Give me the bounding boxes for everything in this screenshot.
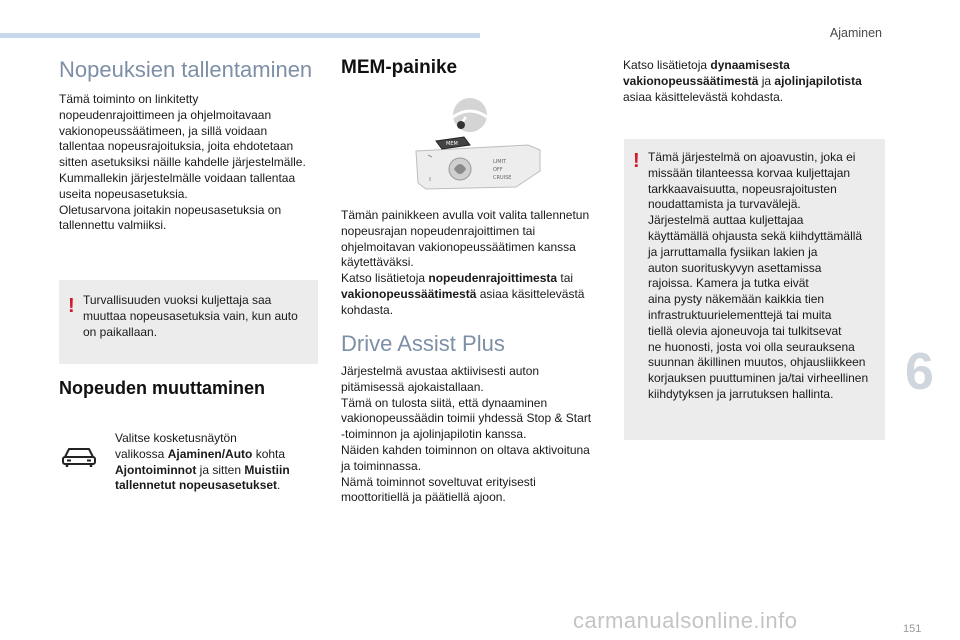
col2-body <box>341 208 611 319</box>
ref-cruise-control: vakionopeussäätimestä <box>341 286 477 301</box>
car-icon <box>61 446 97 468</box>
body-line: Tämän painikkeen avulla voit valita tallennetun <box>341 208 590 222</box>
body-line: sitten asetuksiksi näille kahdelle järjestelmälle. <box>59 155 306 170</box>
warning-line: missään tilanteessa korvaa kuljettajan <box>648 165 851 180</box>
body-line: tallentaa nopeusrajoituksia, joita ehdotetaan <box>59 139 294 154</box>
body-line: vakionopeussäätimeen, ja sillä voidaan <box>59 123 268 138</box>
body-line: moottoritiellä ja päätiellä ajoon. <box>341 490 506 505</box>
body-line: Tämä toiminto on linkitetty <box>59 92 199 106</box>
off-label: OFF <box>493 167 503 173</box>
warning-exclamation-icon: ! <box>633 150 640 172</box>
ref-speed-limiter: nopeudenrajoittimesta <box>428 271 558 286</box>
warning-line: rajoissa. Kamera ja tutka eivät <box>648 276 809 291</box>
warning-box-drive-assist <box>624 139 885 440</box>
instruction-line-4 <box>115 478 315 494</box>
heading-mem-button-wrap <box>341 58 606 79</box>
instruction-fragment: . <box>277 478 281 493</box>
instruction-line-2 <box>115 447 315 463</box>
ref-fragment: asiaa käsittelevästä <box>476 286 585 301</box>
instruction-fragment: / <box>221 446 226 461</box>
heading-change-speed-wrap <box>59 379 324 399</box>
heading-mem-button: MEM-painike <box>341 57 458 78</box>
warning-exclamation-icon: ! <box>68 295 75 317</box>
body-line: pitämisessä ajokaistallaan. <box>341 379 484 394</box>
body-line: Kummallekin järjestelmälle voidaan tallentaa <box>59 170 296 185</box>
section-title: Ajaminen <box>829 26 882 40</box>
ref-line <box>341 271 611 287</box>
ref-line <box>623 74 893 90</box>
warning-line: korjauksen puuttuminen ja/tai virheellinen <box>648 371 869 386</box>
col3-ref <box>623 58 893 105</box>
body-line: Näiden kahden toiminnon on oltava aktivoituna <box>341 442 590 457</box>
menu-name-vehicle: Auto <box>225 446 253 461</box>
col1-body <box>59 92 324 234</box>
heading-drive-assist-wrap <box>341 332 611 356</box>
menu-name-memorised-speeds-cont: tallennetut nopeusasetukset <box>115 478 278 493</box>
mem-button-illustration <box>408 95 548 195</box>
ref-fragment: Katso lisätietoja <box>341 271 429 286</box>
cruise-label: CRUISE <box>493 175 512 181</box>
body-line: Järjestelmä avustaa aktiivisesti auton <box>341 364 540 378</box>
header-rule <box>0 33 480 38</box>
watermark: carmanualsonline.info <box>573 608 798 633</box>
body-line: Tämä on tulosta siitä, että dynaaminen <box>341 395 548 410</box>
ref-dynamic: dynaamisesta <box>710 58 790 72</box>
warning-line: Tämä järjestelmä on ajoavustin, joka ei <box>648 150 856 164</box>
ref-cruise-control: vakionopeussäätimestä <box>623 73 759 88</box>
warning-line: noudattamista ja turvavälejä. <box>648 197 801 212</box>
warning-line: tarkkaavaisuutta, nopeusrajoitusten <box>648 181 837 196</box>
warning-line: kiihdytyksen ja jarrutuksen hallinta. <box>648 386 834 401</box>
instruction-fragment: ja sitten <box>196 462 245 477</box>
body-line: useita nopeusasetuksia. <box>59 186 188 201</box>
ref-fragment: tai <box>557 271 574 286</box>
warning-line: ne huonosti, josta voi olla seurauksena <box>648 339 855 354</box>
instruction-line-1: Valitse kosketusnäytön <box>115 431 237 445</box>
limit-label: LIMIT <box>493 159 507 165</box>
warning-line: auton suorituskyvyn asettamissa <box>648 260 822 275</box>
warning-line: aina pysty näkemään kaikkia tien <box>648 292 825 307</box>
col2-body2 <box>341 364 611 506</box>
warning-line: Turvallisuuden vuoksi kuljettaja saa <box>83 293 272 307</box>
instruction-line-3 <box>115 463 315 479</box>
body-line: nopeusrajan nopeudenrajoittimen tai <box>341 223 536 238</box>
ref-line <box>623 58 893 74</box>
ref-line: kohdasta. <box>341 302 394 317</box>
mem-label: MEM <box>446 141 458 147</box>
instruction-fragment: valikossa <box>115 446 168 461</box>
warning-line: ja jarruttamalla fysiikan lakien ja <box>648 244 818 259</box>
ref-line <box>341 287 611 303</box>
warning-line: tiellä olevia ajoneuvoja tai tulkitsevat <box>648 323 842 338</box>
warning-line: on paikallaan. <box>83 324 158 339</box>
chapter-tab-number: 6 <box>905 343 934 401</box>
ref-fragment: Katso lisätietoja <box>623 58 711 72</box>
body-line: -toiminnon ja ajolinjapilotin kanssa. <box>341 427 527 442</box>
body-line: ja toiminnassa. <box>341 458 422 473</box>
body-line: käytettäväksi. <box>341 255 414 270</box>
page-number: 151 <box>903 623 922 635</box>
menu-name-driving-functions: Ajontoiminnot <box>115 462 197 477</box>
body-line: tallennettu valmiiksi. <box>59 218 167 233</box>
heading-drive-assist-plus: Drive Assist Plus <box>341 331 505 356</box>
body-line: ohjelmoitavan vakionopeussäätimen kanssa <box>341 239 576 254</box>
warning-line: Järjestelmä auttaa kuljettajaa <box>648 213 804 228</box>
warning-line: suunnan äkillinen muutos, ohjausliikkeen <box>648 355 866 370</box>
instruction-text <box>115 431 315 494</box>
ref-lane-positioning: ajolinjapilotista <box>774 73 862 88</box>
column-1 <box>59 58 324 82</box>
warning-box-safety <box>59 280 318 364</box>
warning-line: käyttämällä ohjausta sekä kiihdyttämällä <box>648 228 863 243</box>
menu-name-driving: Ajaminen <box>167 446 222 461</box>
warning-line: muuttaa nopeusasetuksia vain, kun auto <box>83 308 298 323</box>
instruction-fragment: kohta <box>252 446 286 461</box>
body-line: Nämä toiminnot soveltuvat erityisesti <box>341 474 536 489</box>
heading-speed-memorisation: Nopeuksien tallentaminen <box>59 57 313 82</box>
body-line: Oletusarvona joitakin nopeusasetuksia on <box>59 202 282 217</box>
ref-fragment: ja <box>758 73 775 88</box>
body-line: nopeudenrajoittimeen ja ohjelmoitavaan <box>59 107 272 122</box>
ref-line: asiaa käsittelevästä kohdasta. <box>623 89 784 104</box>
heading-change-speed: Nopeuden muuttaminen <box>59 378 265 398</box>
body-line: vakionopeussäädin toimii yhdessä Stop & Start <box>341 411 592 426</box>
warning-line: infrastruktuurielementtejä tai muita <box>648 307 832 322</box>
menu-name-memorised-speeds: Muistiin <box>244 462 290 477</box>
